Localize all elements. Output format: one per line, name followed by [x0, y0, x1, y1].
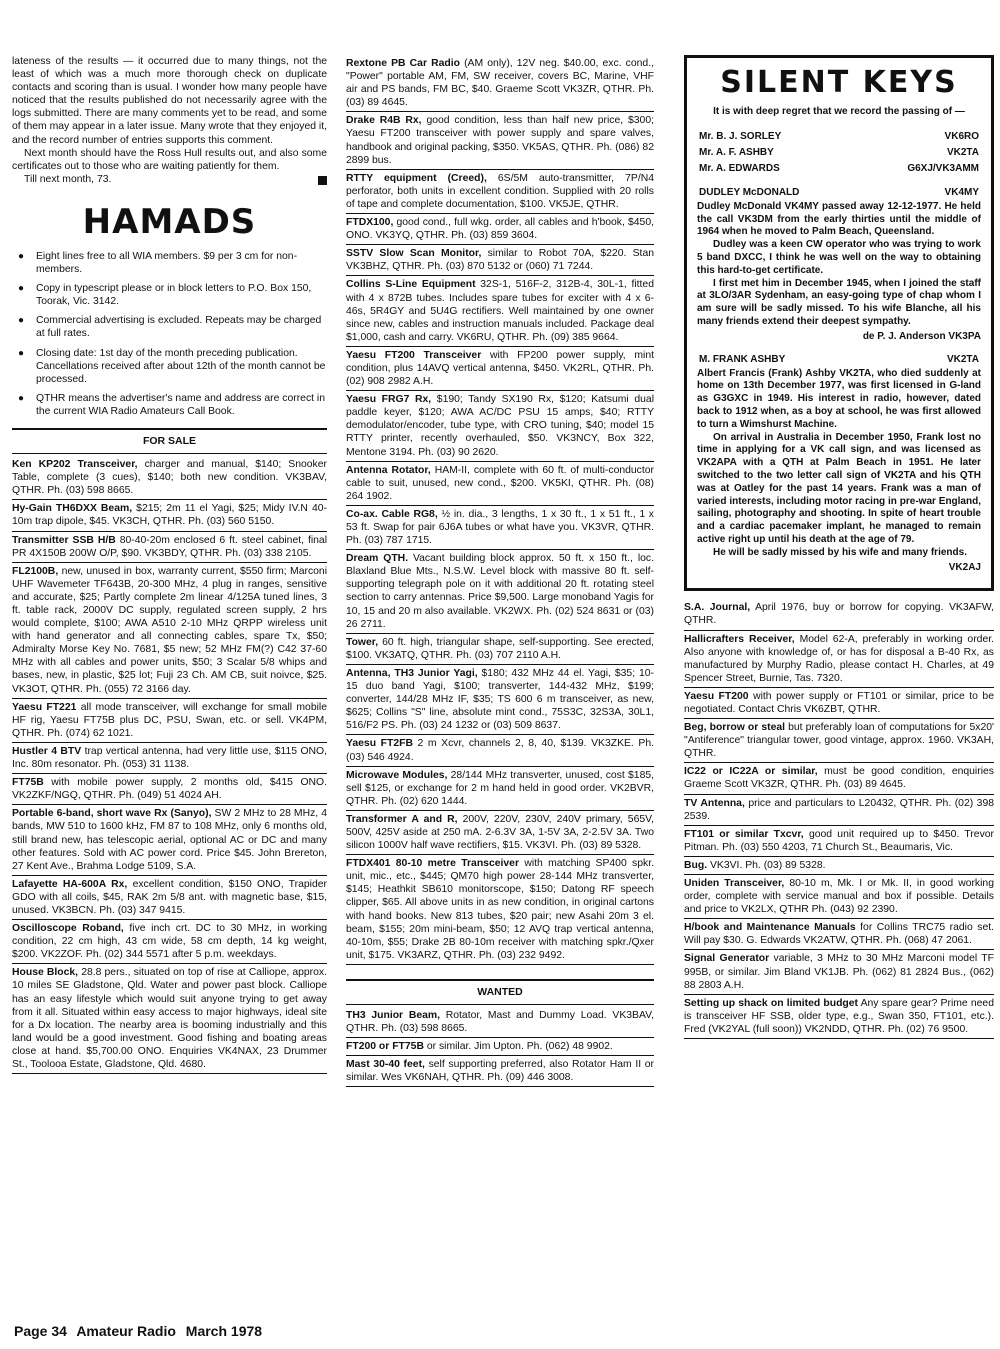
wanted-heading: WANTED — [346, 979, 654, 1005]
ad-heading: House Block, — [12, 967, 79, 979]
deceased-name: Mr. A. F. ASHBY — [699, 146, 774, 158]
classified-ad — [684, 995, 994, 1039]
classified-ad — [684, 919, 994, 950]
ad-body: good condition, less than half new price, $300; Yaesu FT200 transceiver with power supply and spare valves, handbook and original packing, $350. VK5AS, QTHR. Ph. (086) 82 2899 bus. — [346, 115, 655, 166]
ad-heading: Rextone PB Car Radio — [346, 58, 460, 69]
ad-body: Rotator, Mast and Dummy Load. VK3BAV, QTHR. Ph. (03) 598 8665. — [346, 1010, 655, 1035]
for-sale-heading: FOR SALE — [12, 428, 327, 454]
ad-heading: Yaesu FT200 — [684, 690, 749, 702]
deceased-name: Mr. A. EDWARDS — [699, 162, 780, 174]
classified-ad — [684, 826, 994, 857]
ad-heading: Uniden Transceiver, — [684, 878, 785, 889]
ad-heading: Yaesu FT221 — [12, 701, 77, 713]
page-footer — [14, 1323, 268, 1339]
classified-ad — [346, 665, 654, 735]
ad-body: $190; Tandy SX190 Rx, $120; Katsumi dual paddle keyer, $120; AWA AC/DC PSU 15 amps, $40; RTTY demodulator/encoder, tube type, with CRO tuning, $40; model 15 RTTY printer, recently overhauled, $50. VK3NCY, Box 322, Mentone 3194. Ph. (03) 90 2620. — [346, 394, 655, 458]
intro-sign-off — [12, 173, 327, 186]
ad-heading: Mast 30-40 feet, — [346, 1059, 425, 1071]
ad-heading: Yaesu FT200 Transceiver — [346, 349, 482, 361]
ad-body: 28/144 MHz transverter, unused, cost $185, sell $125, or exchange for 2 m hand held in good order. VK2BVR, QTHR. Ph. (02) 620 1444. — [346, 769, 655, 807]
classified-ad — [684, 857, 994, 875]
classified-ad — [12, 563, 327, 699]
ad-heading: Ken KP202 Transceiver, — [12, 459, 138, 471]
ad-body: 32S-1, 516F-2, 312B-4, 30L-1, fitted with 4 x 872B tubes. Includes spare tubes for exciter with 4 x 6-46s, 5R4GY and 5U4G rectifiers. Well maintained by one owner since new, cables and instruction manuals included. Package deal $1,000, cash and carry. VK6RU, QTHR. Ph. (09) 385 9664. — [346, 279, 654, 343]
classified-ad — [346, 276, 654, 346]
ad-body: must be good condition, enquiries Graeme Scott VK3ZR, QTHR. Ph. (03) 89 4645. — [684, 766, 994, 791]
ad-body: HAM-II, complete with 60 ft. of multi-conductor cable to suit, unused, new cond., $200. VK5KI, QTHR. Ph. (08) 264 1902. — [346, 464, 655, 502]
ad-heading: Hy-Gain TH6DXX Beam, — [12, 503, 133, 515]
classified-ad — [346, 506, 654, 550]
ad-body: good unit required up to $450. Trevor Pitman. Ph. (03) 550 4203, 71 Church St., Beaumaris, Vic. — [684, 828, 995, 853]
ad-body: excellent condition, $150 ONO, Trapider GDO with all coils, $45, RAK 2m 5/8 ant. with magnetic base, $15, unused. VK3BCN. Ph. (03) 347 9415. — [12, 878, 327, 916]
ad-body: charger and manual, $140; Snooker Table, complete (3 cues), $140; both new condition. VK3BAV, QTHR. Ph. (03) 598 8665. — [12, 459, 327, 497]
ad-body: April 1976, buy or borrow for copying. VK3AFW, QTHR. — [684, 602, 994, 627]
ad-body: new, unused in box, warranty current, $550 firm; Marconi UHF Wavemeter TF643B, 20-300 MHz, 4 plug in ranges, sensitive and accurate, $25; Partly complete 2m linear 4/125A tuned lines, 3 ft. table rack, 2000V DC supply, regulated screen supply, 2 hrs would complete, $100; AWA A510 2-10 MHz QRPP wireless unit with hand generator and all connecting cables, spare Tx, $50; Admiralty Morse Key No. 7681, $5 new; 52 MHz FM(?) C42 37-60 MHz with all cables and power units, $50; 3 Scalar 5/8 whips and bases, new, in plastic, $25 lot; Fuji 23 Ch. AM CB, suit noivce, $25. VK3OT, QTHR. Ph. (055) 72 3166 day. — [12, 565, 328, 695]
ad-heading: FT101 or similar Txcvr, — [684, 828, 804, 840]
classified-ad — [346, 170, 654, 214]
classified-ad — [684, 875, 994, 919]
ad-body: price and particulars to L20432, QTHR. Ph. (02) 398 2539. — [684, 797, 995, 822]
ad-heading: Microwave Modules, — [346, 769, 448, 781]
ad-heading: TH3 Junior Beam, — [346, 1010, 441, 1021]
ad-heading: Bug. — [684, 859, 708, 871]
ad-body: with FP200 power supply, mint condition, plus 14AVQ vertical antenna, $450. VK2RL, QTHR. Ph. (02) 908 2982 A.H. — [346, 349, 654, 388]
classified-ad — [12, 805, 327, 875]
obituary-signature: de P. J. Anderson VK3PA — [862, 330, 981, 342]
classified-ad — [12, 699, 327, 743]
column-left — [12, 55, 327, 1074]
rule-item: ● Commercial advertising is excluded. Repeats may be charged at full rates. — [12, 314, 327, 340]
ad-heading: Oscilloscope Roband, — [12, 923, 124, 935]
ad-body: 80-40-20m enclosed 6 ft. steel cabinet, final PR 4X150B 200W O/P, $90. VK3BDY, QTHR. Ph. (03) 338 2105. — [12, 534, 328, 559]
ad-heading: Transformer A and R, — [346, 813, 458, 825]
classified-ad — [684, 719, 994, 763]
deceased-call: VK6RO — [944, 130, 979, 142]
ad-heading: FT75B — [12, 777, 44, 789]
ad-body: SW 2 MHz to 28 MHz, 4 bands, MW 510 to 1600 kHz, FM 87 to 108 MHz, only 6 months old, still brand new, has telescopic aerial, optional AC or DC and many other features. Sold with AC power cord. Price $45. John Brereton, 27 Kent Ave., Brahma Lodge 5109, S.A. — [12, 808, 328, 872]
classified-ad — [684, 763, 994, 794]
ad-body: with power supply or FT101 or similar, price to be negotiated. Contact Chris VK6ZBT, QTHR. — [684, 690, 994, 715]
classified-ad — [12, 920, 327, 964]
ad-heading: Hallicrafters Receiver, — [684, 633, 795, 645]
ad-heading: Drake R4B Rx, — [346, 115, 422, 127]
obituary-heading — [697, 185, 981, 201]
classified-ad — [346, 391, 654, 461]
for-sale-list-left — [12, 456, 327, 1074]
ad-heading: Antenna, TH3 Junior Yagi, — [346, 667, 478, 679]
ad-body: variable, 3 MHz to 30 MHz Marconi model TF 995B, or similar. Jim Bland VK1JB. Ph. (062) 81 2824 Bus., (062) 88 2803 A.H. — [684, 953, 994, 991]
classified-ad — [346, 1038, 654, 1056]
ad-heading: FT200 or FT75B — [346, 1041, 424, 1053]
obituary-paragraph: On arrival in Australia in December 1950, Frank lost no time in applying for a VK call sign, and was licensed as VK2APA with a QTH at Palm Beach in 1951. He later switched to the two letter call sign of VK2TA and his QTH was at Oatley for the past 14 years. Frank was a man of varied interests, including motor racing in pre-war England, sailing, photography and shooting. In spite of heart trouble and a cardiac pacemaker implant, he managed to remain active right up until his death at the age of 79. — [697, 431, 981, 545]
classified-ad — [346, 855, 654, 965]
obituary-name: M. FRANK ASHBY — [699, 353, 786, 365]
hamads-heading: HAMADS — [82, 201, 257, 242]
ad-heading: Yaesu FT2FB — [346, 738, 413, 750]
obituary-paragraph: He will be sadly missed by his wife and many friends. — [713, 546, 967, 558]
ad-body: 28.8 pers., situated on top of rise at Calliope, approx. 10 miles SE Gladstone, Qld. Water and power past block. Calliope has an easy lifestyle which would suit anyone trying to get away from it all. Situated within easy access to major highways, ideal site for a Dx location. The nearby area is booming industrially and this land would be a good investment. Good fishing and boating areas close at hand. $5,700.00 ONO. Enquiries VK4NAX, 23 Drummer St., Toolooa Estate, Gladstone, Qld. 4680. — [12, 967, 328, 1070]
classified-ad — [12, 743, 327, 774]
end-mark-icon — [318, 176, 327, 185]
intro-paragraph: lateness of the results — it occurred due to many things, not the least of which was a much more thorough check on duplicate contacts and scoring than is usual. I wonder how many people have noticed that the results published do not necessarily agree with the logs submitted. There are many comments yet to be read, and some of them may appear in a later issue. Many wrote that they enjoyed it, and the record number of entries supports this comment. — [12, 56, 327, 146]
rule-item: ● Copy in typescript please or in block letters to P.O. Box 150, Toorak, Vic. 3142. — [12, 282, 327, 308]
ad-heading: FTDX401 80-10 metre Transceiver — [346, 858, 519, 870]
ad-body: with matching SP400 spkr. unit, mic., etc., $445; QM70 high power 28-144 MHz transverter, $145; Heathkit SB610 monitorscope, $150; Datong RF speech clipper, $65. All above units in as new condition, in original cartons with hand books. New 813 tubes, $20 pair; new Asahi 20m 3 el. beam, $155; 20m mini-beam, $50; 12 AVQ trap vertical antenna, 40-10m, $55; Drake 2B 80-10m receiver with matching spkr./Qxer unit, $175. VK3ARZ, QTHR. Ph. (03) 232 9492. — [346, 858, 654, 961]
ad-body: 60 ft. high, triangular shape, self-supporting. See erected, $100. VK3ATQ, QTHR. Ph. (03) 707 2110 A.H. — [346, 636, 655, 661]
silent-keys-intro: It is with deep regret that we record the passing of — — [713, 106, 965, 117]
classified-ad — [346, 767, 654, 811]
issue-date: March 1978 — [185, 1323, 263, 1339]
ad-body: $215; 2m 11 el Yagi, $25; Midy IV.N 40-10m trap dipole, $45. VK3CH, QTHR. Ph. (03) 560 5150. — [12, 503, 328, 528]
ad-body: similar to Robot 70A, $220. Stan VK3BHZ, QTHR. Ph. (03) 870 5132 or (060) 71 7244. — [346, 248, 654, 273]
silent-keys-names — [697, 129, 981, 177]
obituary-call: VK4MY — [944, 186, 979, 198]
intro-paragraph: Next month should have the Ross Hull results out, and also some certificates out to those who are waiting patiently for them. — [12, 147, 327, 172]
classified-ad — [346, 55, 654, 112]
ad-heading: Transmitter SSB H/B — [12, 534, 116, 546]
obituary-paragraph: Dudley was a keen CW operator who was trying to work 5 band DXCC, I think he was well on the way to obtaining this hard-to-get certificate. — [697, 239, 981, 276]
deceased-name: Mr. B. J. SORLEY — [699, 130, 782, 142]
sign-off-text: Till next month, 73. — [24, 173, 112, 185]
rule-item: ● Eight lines free to all WIA members. $9 per 3 cm for non-members. — [12, 250, 327, 276]
ad-heading: S.A. Journal, — [684, 602, 751, 614]
ad-heading: Beg, borrow or steal — [684, 722, 786, 734]
ad-heading: Antenna Rotator, — [346, 464, 431, 476]
wanted-list-right — [684, 599, 994, 1039]
classified-ad — [346, 1007, 654, 1038]
for-sale-list-middle — [346, 55, 654, 965]
classified-ad — [346, 811, 654, 855]
classified-ad — [346, 1056, 654, 1087]
intro-text — [12, 55, 327, 186]
ad-heading: Signal Generator — [684, 953, 770, 965]
classified-ad — [346, 112, 654, 169]
wanted-list-middle — [346, 1007, 654, 1087]
ad-heading: FL2100B, — [12, 565, 59, 577]
hamads-rules-list — [12, 250, 327, 418]
ad-heading: H/book and Maintenance Manuals — [684, 922, 856, 934]
ad-body: ½ in. dia., 3 lengths, 1 x 30 ft., 1 x 51 ft., 1 x 53 ft. Swap for pair 6J6A tubes or what have you. VK3VR, QTHR. Ph. (03) 787 1715. — [346, 508, 655, 547]
classified-ad — [346, 245, 654, 276]
ad-heading: Hustler 4 BTV — [12, 745, 82, 757]
ad-body: self supporting preferred, also Rotator Ham II or similar. Wes VK6NAH, QTHR. Ph. (09) 446 3008. — [346, 1059, 654, 1084]
ad-heading: TV Antenna, — [684, 797, 745, 809]
ad-body: $180; 432 MHz 44 el. Yagi, $35; 10-15 duo band Yagi, $100; transverter, 144-432 MHz, $199; converter, 144/28 MHz IF, $35; TS 600 6 m transceiver, as new, $625; Collins "S" line, absolute mint cond., 75S3C, 32S3A, 30L1, 516/F2 PS. Ph. (03) 24 1232 or (03) 509 8637. — [346, 667, 655, 732]
ad-body: but preferably loan of computations for 5x20' "Antiference" triangular tower, good vintage, approx. 1960. VK3AH, QTHR. — [684, 722, 994, 760]
deceased-row — [697, 145, 981, 161]
ad-body: 6S/5M auto-transmitter, 7P/N4 perforator, both units in excellent condition. Supplied with 20 rolls of tape and complete documentation, $100. VK5JE, QTHR. — [346, 172, 654, 210]
ad-heading: Portable 6-band, short wave Rx (Sanyo), — [12, 808, 212, 820]
classified-ad — [346, 550, 654, 634]
ad-heading: Dream QTH. — [346, 553, 409, 565]
ad-body: VK3VI. Ph. (03) 89 5328. — [709, 859, 826, 871]
obituary-name: DUDLEY McDONALD — [699, 186, 800, 198]
ad-heading: Collins S-Line Equipment — [346, 279, 476, 291]
ad-body: trap vertical antenna, had very little use, $115 ONO, Inc. 80m resonator. Ph. (053) 31 1138. — [12, 745, 327, 771]
classified-ad — [684, 950, 994, 994]
ad-body: for Collins TRC75 radio set. Will pay $30. G. Edwards VK2ATW, QTHR. Ph. (068) 47 2061. — [684, 922, 995, 947]
obituary-signature: VK2AJ — [948, 561, 981, 573]
obituary-paragraph: Dudley McDonald VK4MY passed away 12-12-1977. He held the call VK3DM from the early thirties until the middle of 1964 when he moved to Palm Beach, Queensland. — [697, 200, 981, 238]
ad-heading: Yaesu FRG7 Rx, — [346, 394, 432, 406]
rule-item: ● QTHR means the advertiser's name and address are correct in the current WIA Radio Amateurs Call Book. — [12, 392, 327, 418]
ad-body: or similar. Jim Upton. Ph. (062) 48 9902. — [426, 1041, 613, 1053]
classified-ad — [346, 462, 654, 506]
obituary-call: VK2TA — [946, 353, 979, 365]
classified-ad — [12, 774, 327, 805]
ad-heading: RTTY equipment (Creed), — [346, 172, 487, 184]
ad-heading: SSTV Slow Scan Monitor, — [346, 248, 482, 260]
ad-heading: Lafayette HA-600A Rx, — [12, 878, 128, 890]
column-middle — [346, 55, 654, 1087]
ad-body: Vacant building block approx. 50 ft. x 150 ft., loc. Blaxland Blue Mts., N.S.W. Level block with massive 80 ft. self-supporting telegraph pole on it with additional 20 ft. rotating steel section to carry antennas. Price $9,500. Large monoband Yagis for 10, 15 and 20 m also available. VK2WX. Ph. (02) 524 8631 or (03) 26 2711. — [346, 553, 654, 630]
ad-heading: Setting up shack on limited budget — [684, 997, 858, 1009]
column-right — [684, 55, 994, 1039]
ad-body: 80-10 m, Mk. I or Mk. II, in good working order, complete with service manual and box if possible. Details and price to VK2LX, QTHR Ph. (043) 92 2390. — [684, 878, 994, 916]
classified-ad — [12, 456, 327, 500]
classified-ad — [684, 599, 994, 630]
classified-ad — [346, 735, 654, 766]
silent-keys-title: SILENT KEYS — [720, 65, 958, 100]
ad-body: Model 62-A, preferably in working order. Also anyone with knowledge of, or has for disposal a B-40 Rx, as manufactured by Murphy Radio, please contact H. Charles, at 49 Spencer Street, Burnie, Tas. 7320. — [684, 633, 994, 684]
classified-ad — [684, 795, 994, 826]
ad-body: Any spare gear? Prime need is transceiver HF SSB, older type, e.g., Swan 350, FT101, etc.). Fred (VK2YAL (full soon)) VK2NDD, QTHR. Ph. (02) 76 9500. — [684, 997, 994, 1035]
deceased-call: G6XJ/VK3AMM — [907, 162, 979, 174]
classified-ad — [684, 631, 994, 688]
ad-heading: Co-ax. Cable RG8, — [346, 508, 438, 520]
rule-item: ● Closing date: 1st day of the month preceding publication. Cancellations received after about 12th of the month cannot be processed. — [12, 347, 327, 386]
magazine-name: Amateur Radio — [76, 1323, 176, 1339]
classified-ad — [346, 347, 654, 391]
deceased-call: VK2TA — [946, 146, 979, 158]
obituary-paragraph: Albert Francis (Frank) Ashby VK2TA, who died suddenly at home on 13th December 1977, was first licensed in G-land as G3GXC in 1949. His interest in radio, however, dated back to 1912 when, as a boy at school, he was first allowed to turn a Wimshurst Machine. — [697, 367, 981, 430]
classified-ad — [346, 214, 654, 245]
ad-heading: IC22 or IC22A or similar, — [684, 766, 818, 778]
obituary-heading — [697, 352, 981, 368]
classified-ad — [12, 964, 327, 1074]
classified-ad — [12, 876, 327, 920]
ad-heading: FTDX100, — [346, 217, 394, 229]
classified-ad — [12, 500, 327, 531]
deceased-row — [697, 161, 981, 177]
ad-body: with mobile power supply, 2 months old, $415 ONO. VK2ZKF/NGQ, QTHR. Ph. (049) 51 4024 AH. — [12, 777, 327, 802]
ad-body: all mode transceiver, will exchange for small mobile HF rig, Yaesu FT75B plus DC, PSU, Swan, etc. or sell. VK4PM, QTHR. Ph. (074) 62 1021. — [12, 701, 327, 739]
classified-ad — [346, 634, 654, 665]
ad-body: good cond., full wkg. order, all cables and h'book, $450, ONO. VK3YQ, QTHR. Ph. (03) 859 3604. — [346, 217, 654, 242]
ad-heading: Tower, — [346, 636, 379, 648]
page-number: Page 34 — [14, 1323, 67, 1339]
classified-ad — [684, 688, 994, 719]
silent-keys-box — [684, 55, 994, 591]
obituary-paragraph: I first met him in December 1945, when I joined the staff at 3LO/3AR Sydenham, an easy-going type of chap whom I am sure will be sadly missed. To his wife Blanche, all his many friends extend their deepest sympathy. — [697, 277, 981, 327]
ad-body: 2 m Xcvr, channels 2, 8, 40, $139. VK3ZKE. Ph. (03) 546 4924. — [346, 738, 654, 763]
ad-body: (AM only), 12V neg. $40.00, exc. cond., "Power" portable AM, FM, SW receiver, covers BC, Marine, VHF air and PS bands, FM BC, $40. Graeme Scott VK3ZR, QTHR. Ph. (03) 89 4645. — [346, 58, 654, 109]
ad-body: five inch crt. DC to 30 MHz, in working condition, 22 cm high, 43 cm wide, 58 cm depth, 14 kg weight, $200. VK2ZOF. Ph. (02) 344 5571 after 5 p.m. weekdays. — [12, 923, 327, 961]
deceased-row — [697, 129, 981, 145]
ad-body: 200V, 220V, 230V, 240V primary, 565V, 500V, 425V aside at 250 mA. 2-6.3V 3A, 1-5V 3A, 2-2.5V 3A. Two silicon 1000V half wave rectifiers, $15. VK3VI. Ph. (03) 89 5328. — [346, 813, 654, 852]
classified-ad — [12, 532, 327, 563]
